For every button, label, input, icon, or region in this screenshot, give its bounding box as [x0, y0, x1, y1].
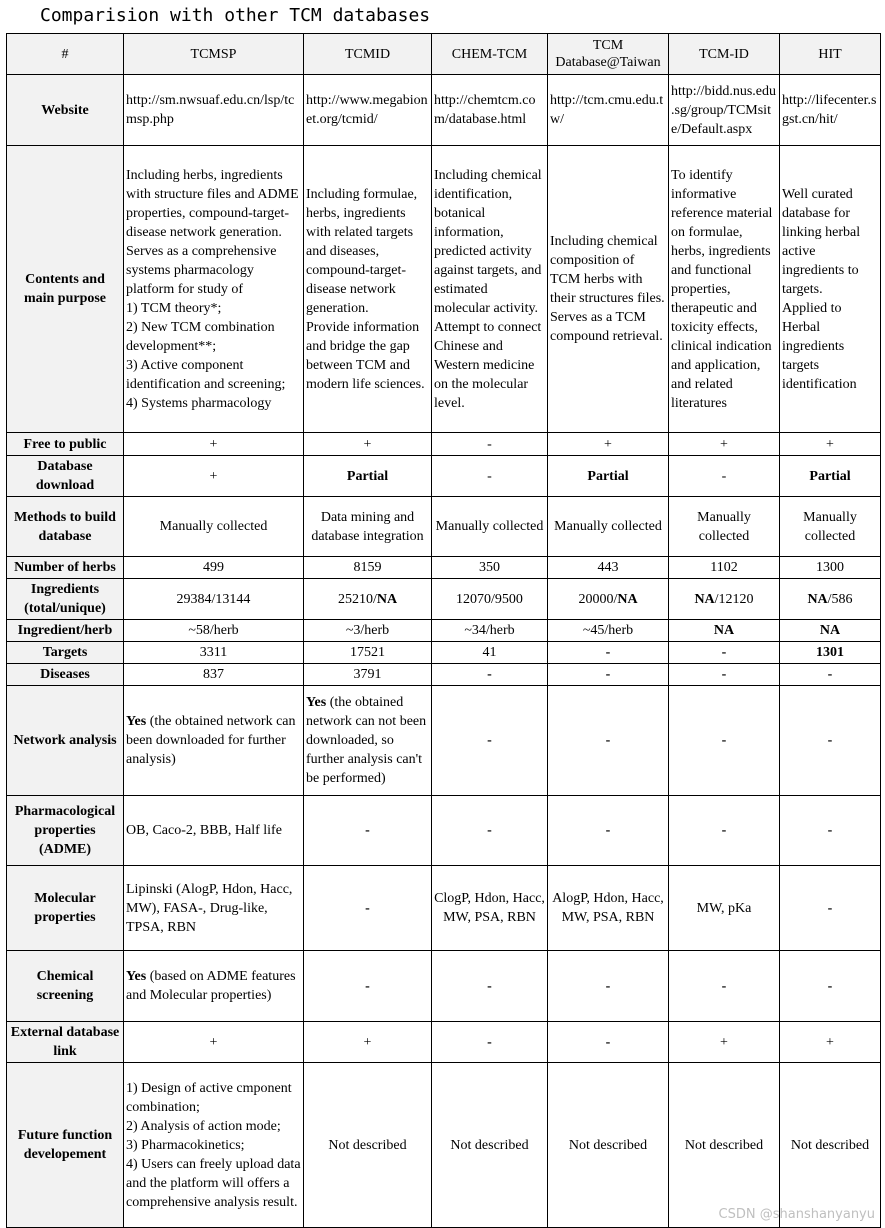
na-marker: NA — [617, 591, 638, 607]
table-cell: - — [780, 686, 881, 796]
row-ingredients — [7, 579, 881, 620]
row-label: External database link — [7, 1022, 124, 1063]
header-tcm-taiwan: TCM Database@Taiwan — [548, 34, 669, 75]
table-cell: 12070/9500 — [432, 579, 548, 620]
table-cell: - — [304, 866, 432, 951]
table-cell: 1102 — [669, 557, 780, 579]
cell-text: (based on ADME features and Molecular properties) — [126, 969, 296, 1003]
row-label: Chemical screening — [7, 951, 124, 1022]
table-cell: - — [669, 686, 780, 796]
table-cell: - — [304, 796, 432, 866]
row-label: Free to public — [7, 433, 124, 456]
table-cell — [304, 579, 432, 620]
cell-text: (the obtained network can not been downloaded, so further analysis can't be performed) — [306, 695, 427, 786]
table-cell: 1300 — [780, 557, 881, 579]
table-cell: + — [124, 433, 304, 456]
table-cell: ~3/herb — [304, 620, 432, 642]
row-label: Ingredients (total/unique) — [7, 579, 124, 620]
row-label: Diseases — [7, 664, 124, 686]
table-cell: ~34/herb — [432, 620, 548, 642]
row-contents — [7, 146, 881, 433]
row-label: Database download — [7, 456, 124, 497]
row-label: Contents and main purpose — [7, 146, 124, 433]
na-marker: NA — [807, 591, 828, 607]
table-cell: Including herbs, ingredients with structure files and ADME properties, compound-target-disease network generation. Serves as a comprehensive systems pharmacology platform for study of 1) TCM theory*; 2) New TCM combination development**; 3) Active component identification and screening; 4) Systems pharmacology — [124, 146, 304, 433]
header-tcm-id: TCM-ID — [669, 34, 780, 75]
row-label: Targets — [7, 642, 124, 664]
table-cell: - — [548, 1022, 669, 1063]
table-cell: + — [669, 433, 780, 456]
na-marker: NA — [694, 591, 715, 607]
link-hit[interactable]: http://lifecenter.sgst.cn/hit/ — [780, 75, 881, 146]
table-cell: 1) Design of active cmponent combination; 2) Analysis of action mode; 3) Pharmacokinetics; 4) Users can freely upload data and the platform will offers a comprehensive analysis result. — [124, 1063, 304, 1228]
table-cell: Including formulae, herbs, ingredients with related targets and diseases, compound-target-disease network generation. Provide information and bridge the gap between TCM and modern life sciences. — [304, 146, 432, 433]
table-cell: ClogP, Hdon, Hacc, MW, PSA, RBN — [432, 866, 548, 951]
table-cell: Not described — [304, 1063, 432, 1228]
table-cell — [780, 579, 881, 620]
table-cell: Data mining and database integration — [304, 497, 432, 557]
table-cell: 499 — [124, 557, 304, 579]
row-label: Website — [7, 75, 124, 146]
table-cell: - — [669, 951, 780, 1022]
na-marker: NA — [376, 591, 398, 607]
header-hash: # — [7, 34, 124, 75]
table-cell: - — [432, 1022, 548, 1063]
cell-value: 25210/ — [337, 591, 377, 607]
table-cell: Manually collected — [548, 497, 669, 557]
table-cell: - — [548, 642, 669, 664]
watermark: CSDN @shanshanyanyu — [718, 1207, 875, 1222]
table-cell: - — [548, 664, 669, 686]
row-ingredient-per-herb — [7, 620, 881, 642]
table-cell: - — [780, 866, 881, 951]
row-external-link — [7, 1022, 881, 1063]
table-cell: Manually collected — [780, 497, 881, 557]
table-cell: Manually collected — [432, 497, 548, 557]
table-cell: Lipinski (AlogP, Hdon, Hacc, MW), FASA-, Drug-like, TPSA, RBN — [124, 866, 304, 951]
link-tcm-taiwan[interactable]: http://tcm.cmu.edu.tw/ — [548, 75, 669, 146]
table-cell: + — [124, 1022, 304, 1063]
header-tcmsp: TCMSP — [124, 34, 304, 75]
table-cell: Not described — [432, 1063, 548, 1228]
table-cell — [124, 686, 304, 796]
table-cell: - — [432, 796, 548, 866]
table-cell: Well curated database for linking herbal active ingredients to targets. Applied to Herbal ingredients targets identification — [780, 146, 881, 433]
table-cell: - — [669, 642, 780, 664]
table-cell: + — [124, 456, 304, 497]
row-label: Future function developement — [7, 1063, 124, 1228]
row-label: Pharmacological properties (ADME) — [7, 796, 124, 866]
table-cell: - — [432, 456, 548, 497]
table-cell: NA — [669, 620, 780, 642]
cell-value: /12120 — [714, 591, 754, 607]
row-number-of-herbs — [7, 557, 881, 579]
table-cell: Partial — [780, 456, 881, 497]
row-diseases — [7, 664, 881, 686]
table-cell: OB, Caco-2, BBB, Half life — [124, 796, 304, 866]
table-cell — [304, 686, 432, 796]
table-cell: Partial — [304, 456, 432, 497]
yes-label: Yes — [126, 714, 147, 729]
table-cell: 17521 — [304, 642, 432, 664]
row-network-analysis — [7, 686, 881, 796]
table-cell — [669, 579, 780, 620]
table-cell: + — [304, 433, 432, 456]
row-targets — [7, 642, 881, 664]
table-cell: Manually collected — [669, 497, 780, 557]
table-cell: + — [780, 1022, 881, 1063]
table-cell: 29384/13144 — [124, 579, 304, 620]
link-tcmid[interactable]: http://www.megabionet.org/tcmid/ — [304, 75, 432, 146]
row-label: Number of herbs — [7, 557, 124, 579]
table-cell: + — [304, 1022, 432, 1063]
table-cell: - — [548, 951, 669, 1022]
table-cell: + — [780, 433, 881, 456]
table-cell: 3791 — [304, 664, 432, 686]
table-cell: 41 — [432, 642, 548, 664]
header-chem-tcm: CHEM-TCM — [432, 34, 548, 75]
table-cell: 3311 — [124, 642, 304, 664]
comparison-table — [6, 33, 881, 1228]
link-chem-tcm[interactable]: http://chemtcm.com/database.html — [432, 75, 548, 146]
row-methods — [7, 497, 881, 557]
table-cell: Including chemical composition of TCM herbs with their structures files. Serves as a TCM compound retrieval. — [548, 146, 669, 433]
table-cell: + — [548, 433, 669, 456]
table-cell: Not described — [780, 1063, 881, 1228]
row-molecular-properties — [7, 866, 881, 951]
table-cell: ~45/herb — [548, 620, 669, 642]
table-cell: 8159 — [304, 557, 432, 579]
table-cell: Manually collected — [124, 497, 304, 557]
header-row — [7, 34, 881, 75]
page-title: Comparision with other TCM databases — [40, 5, 431, 26]
table-cell: 837 — [124, 664, 304, 686]
row-database-download — [7, 456, 881, 497]
cell-text: (the obtained network can been downloaded for further analysis) — [126, 714, 296, 767]
row-chemical-screening — [7, 951, 881, 1022]
table-cell: - — [780, 664, 881, 686]
table-cell: + — [669, 1022, 780, 1063]
table-cell — [124, 951, 304, 1022]
table-cell: Partial — [548, 456, 669, 497]
table-cell: 1301 — [780, 642, 881, 664]
row-label: Molecular properties — [7, 866, 124, 951]
header-tcmid: TCMID — [304, 34, 432, 75]
table-cell: - — [432, 951, 548, 1022]
table-cell: Including chemical identification, botanical information, predicted activity against targets, and estimated molecular activity. Attempt to connect Chinese and Western medicine on the molecular level. — [432, 146, 548, 433]
link-tcmsp[interactable]: http://sm.nwsuaf.edu.cn/lsp/tcmsp.php — [124, 75, 304, 146]
table-cell: - — [780, 796, 881, 866]
table-cell: 443 — [548, 557, 669, 579]
row-label: Methods to build database — [7, 497, 124, 557]
table-cell: AlogP, Hdon, Hacc, MW, PSA, RBN — [548, 866, 669, 951]
table-cell: 350 — [432, 557, 548, 579]
table-cell: - — [432, 686, 548, 796]
table-cell: NA — [780, 620, 881, 642]
table-cell: - — [669, 664, 780, 686]
table-cell: - — [548, 796, 669, 866]
row-label: Ingredient/herb — [7, 620, 124, 642]
table-cell: - — [780, 951, 881, 1022]
cell-value: 20000/ — [578, 591, 618, 607]
table-cell: - — [548, 686, 669, 796]
table-cell: Not described — [548, 1063, 669, 1228]
table-cell: Not described — [669, 1063, 780, 1228]
row-future-function — [7, 1063, 881, 1228]
table-cell: - — [669, 796, 780, 866]
header-hit: HIT — [780, 34, 881, 75]
row-website — [7, 75, 881, 146]
table-cell: MW, pKa — [669, 866, 780, 951]
link-tcm-id[interactable]: http://bidd.nus.edu.sg/group/TCMsite/Default.aspx — [669, 75, 780, 146]
row-label: Network analysis — [7, 686, 124, 796]
table-cell: ~58/herb — [124, 620, 304, 642]
table-cell: - — [432, 664, 548, 686]
table-cell: To identify informative reference material on formulae, herbs, ingredients and functional properties, therapeutic and toxicity effects, clinical indication and application, and related literatures — [669, 146, 780, 433]
yes-label: Yes — [306, 695, 327, 710]
table-cell: - — [669, 456, 780, 497]
row-free-to-public — [7, 433, 881, 456]
row-pharmacological — [7, 796, 881, 866]
table-cell: - — [432, 433, 548, 456]
cell-value: /586 — [827, 591, 853, 607]
table-cell — [548, 579, 669, 620]
yes-label: Yes — [126, 969, 147, 984]
table-cell: - — [304, 951, 432, 1022]
